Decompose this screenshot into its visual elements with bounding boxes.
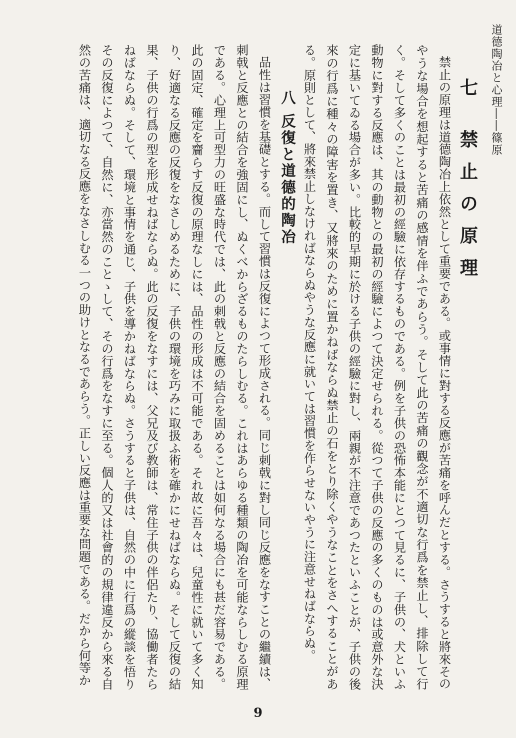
body-text-frame	[14, 44, 478, 690]
section-heading-7: 七 禁止の原理	[457, 78, 478, 291]
section-7-paragraph: 禁止の原理は道德陶冶上依然として重要である。或事情に對する反應が苦痛を呼んだとする。さうすると將來そのやうな場合を想起すると苦痛の感情を伴ふであらう。そして此の苦痛の觀念が不適切な行爲を禁止し、排除して行く。そして多くのことは最初の經驗に依存するものである。例を子供の恐怖本能にとつて見るに、子供の、犬といふ動物に對する反應は、其の動物との最初の經驗によつて決定せられる。從つて子供の反應の多くのものは或意外な決定に基いてゐる場合が多い。比較的早期に於ける子供の經驗に對し、兩親が不注意であつたといふことが、子供の後來の行爲に種々の障害を置き、又將來のために置かねばならぬ禁止の石をとり除くやうなことをさへすることがある。原則として、將來禁止しなければならぬやうな反應に就いては習慣を作らせないやうに注意せねばならぬ。	[302, 44, 452, 690]
section-heading-8: 八 反復と道德的陶冶	[279, 90, 296, 246]
running-head: 道德陶冶と心理――篠原	[490, 24, 503, 156]
page-number: 9	[253, 706, 263, 721]
section-8-paragraph: 品性は習慣を基礎とする。而して習慣は反復によつて形成される。同じ刺戟に對し同じ反應をなすことの繼續は、刺戟と反應との結合を強固にし、ぬくべからざるものたらしむる。これはあらゆる種類の陶冶を可能ならしむる原理である。心理上可型力の旺盛な時代では、此の刺戟と反應の結合を固めることは如何なる場合にも甚だ容易である。此の固定、確定を齎らす反復の原理なしには、品性の形成は不可能である。それ故に吾々は、兒童性に就いて多く知り、好適なる反應の反復をなさしめるために、子供の環境を巧みに取扱ふ術を確かにせねばならぬ。そして反復の結果、子供の行爲の型を形成せねばならぬ。此の反復をなすには、父兄及び教師は、常住子供の伴侶たり、協働者たらねばならぬ。そして、環境と事情を通じ、子供を導かねばならぬ。さうすると子供は、自然の中に行爲の縱談を悟りその反復によつて、自然に、亦當然のことゝして、その行爲をなすに至る。個人的又は社會的の規律違反から來る自然の苦痛は、適切なる反應をなさしむる一つの助けとなるであらう。正しい反應は重要な問題である。だから何等か	[77, 44, 272, 690]
